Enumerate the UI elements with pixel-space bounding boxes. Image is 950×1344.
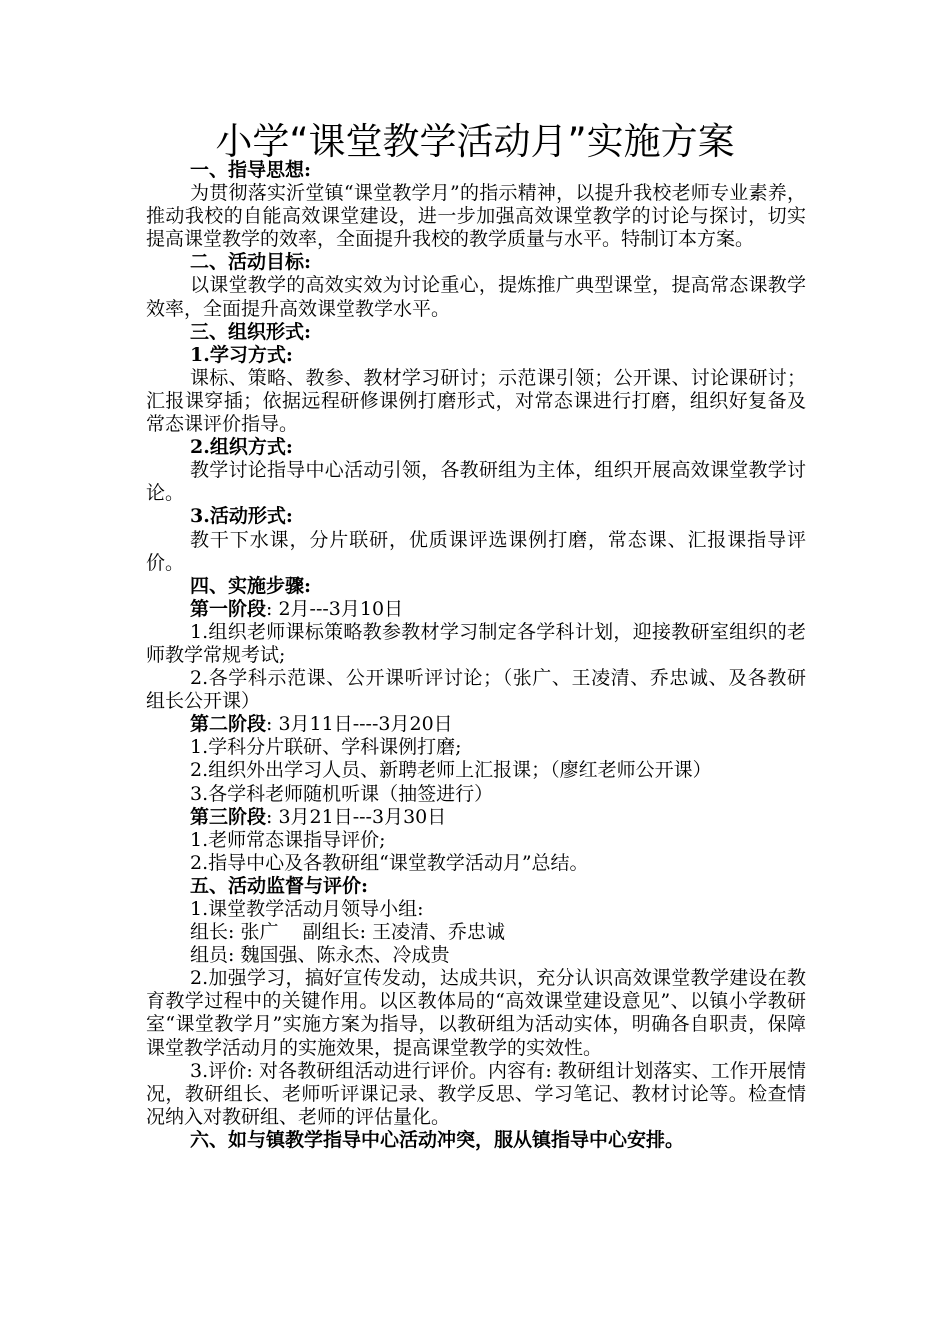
- supervision-members: 组员: 魏国强、陈永杰、冷成贵: [190, 944, 450, 967]
- section-heading-supervision: 五、活动监督与评价:: [190, 874, 369, 897]
- section-heading-guiding-thought: 一、指导思想:: [190, 159, 312, 181]
- stage-2-date: : 3月11日----3月20日: [266, 713, 453, 736]
- stage-3-date: : 3月21日---3月30日: [266, 805, 447, 828]
- stage-1-date: : 2月---3月10日: [266, 597, 404, 620]
- paragraph-activity-form: 教干下水课，分片联研，优质课评选课例打磨，常态课、汇报课指导评价。: [146, 528, 806, 574]
- paragraph-organization-method: 教学讨论指导中心活动引领，各教研组为主体，组织开展高效课堂教学讨论。: [146, 459, 806, 505]
- stage-1-item-1: 1.组织老师课标策略教参教材学习制定各学科计划，迎接教研室组织的老师教学常规考试;: [146, 620, 806, 666]
- stage-3-item-1: 1.老师常态课指导评价;: [190, 828, 386, 851]
- stage-3-label: 第三阶段: [190, 805, 267, 828]
- section-heading-organization: 三、组织形式:: [190, 320, 312, 343]
- stage-2-item-1: 1.学科分片联研、学科课例打磨;: [190, 736, 462, 759]
- stage-2-item-2: 2.组织外出学习人员、新聘老师上汇报课；（廖红老师公开课）: [190, 759, 712, 782]
- stage-1-line: [146, 598, 806, 621]
- stage-1-item-2: 2.各学科示范课、公开课听评讨论；（张广、王凌清、乔忠诚、及各教研组长公开课）: [146, 667, 806, 713]
- paragraph-guiding-thought: 为贯彻落实沂堂镇“课堂教学月”的指示精神，以提升我校老师专业素养，推动我校的自能高效课堂建设，进一步加强高效课堂教学的讨论与探讨，切实提高课堂教学的效率，全面提升我校的教学质量与水平。特制订本方案。: [146, 182, 806, 251]
- paragraph-study-method: 课标、策略、教参、教材学习研讨；示范课引领；公开课、讨论课研讨；汇报课穿插；依据远程研修课例打磨形式，对常态课进行打磨，组织好复备及常态课评价指导。: [146, 366, 806, 436]
- subheading-activity-form: 3.活动形式:: [190, 505, 293, 528]
- stage-2-label: 第二阶段: [190, 713, 267, 736]
- supervision-item-3: 3.评价: 对各教研组活动进行评价。内容有: 教研组计划落实、工作开展情况，教研组长、老师听评课记录、教学反思、学习笔记、教材讨论等。检查情况纳入对教研组、老师的评估量化。: [146, 1059, 806, 1128]
- stage-2-item-3: 3.各学科老师随机听课（抽签进行）: [190, 782, 494, 805]
- paragraph-goals: 以课堂教学的高效实效为讨论重心，提炼推广典型课堂，提高常态课教学效率，全面提升高效课堂教学水平。: [146, 274, 806, 320]
- section-heading-goals: 二、活动目标:: [190, 251, 312, 274]
- subheading-study-method: 1.学习方式:: [190, 343, 293, 366]
- subheading-organization-method: 2.组织方式:: [190, 436, 293, 459]
- stage-1-label: 第一阶段: [190, 597, 267, 620]
- supervision-item-1: 1.课堂教学活动月领导小组:: [190, 898, 424, 920]
- supervision-leaders: 组长: 张广 副组长: 王凌清、乔忠诚: [190, 921, 506, 944]
- stage-3-item-2: 2.指导中心及各教研组“课堂教学活动月”总结。: [190, 851, 589, 874]
- stage-2-line: [146, 713, 806, 736]
- document-body: [146, 159, 806, 1152]
- section-heading-steps: 四、实施步骤:: [190, 574, 312, 597]
- page-title: 小学“课堂教学活动月”实施方案: [215, 120, 735, 163]
- section-heading-conflict: 六、如与镇教学指导中心活动冲突，服从镇指导中心安排。: [190, 1128, 685, 1151]
- stage-3-line: [146, 806, 806, 829]
- supervision-item-2: 2.加强学习，搞好宣传发动，达成共识，充分认识高效课堂教学建设在教育教学过程中的关键作用。以区教体局的“高效课堂建设意见”、以镇小学教研室“课堂教学月”实施方案为指导，以教研组为活动实体，明确各自职责，保障课堂教学活动月的实施效果，提高课堂教学的实效性。: [146, 967, 806, 1059]
